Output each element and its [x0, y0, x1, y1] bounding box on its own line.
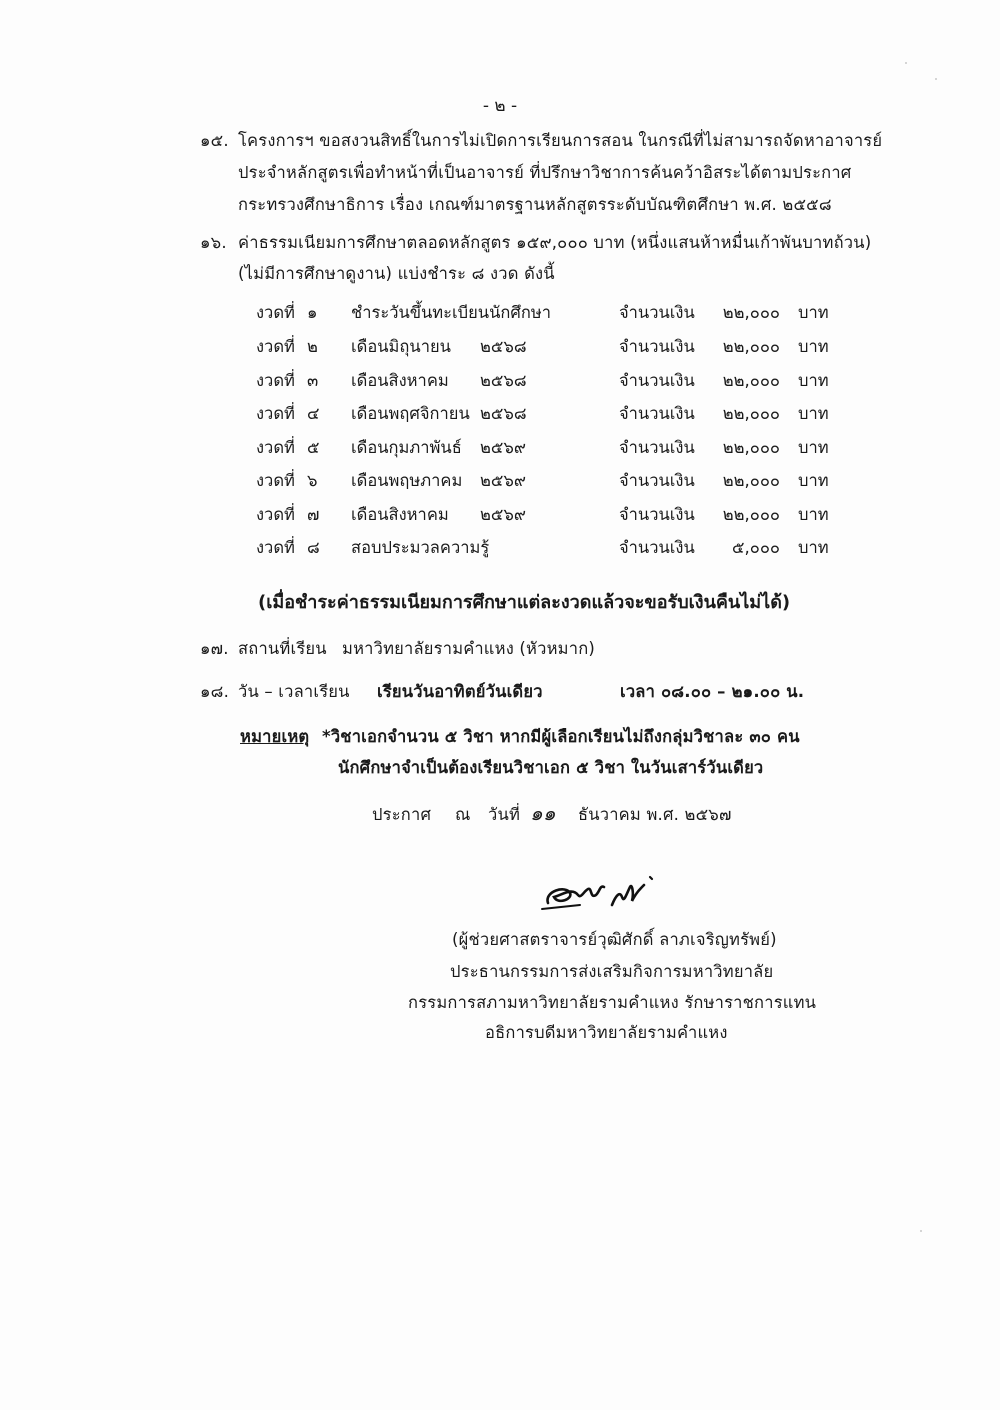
installment-row: [256, 500, 856, 530]
installment-year: ๒๕๖๙: [480, 505, 526, 524]
installment-row: [256, 433, 856, 463]
announce-prefix: ประกาศ: [372, 805, 432, 824]
signatory-name: (ผู้ช่วยศาสตราจารย์วุฒิศักดิ์ ลาภเจริญทรัพย์): [452, 930, 777, 949]
installment-desc: เดือนพฤษภาคม: [351, 471, 463, 490]
installment-label: งวดที่: [256, 538, 295, 557]
installment-row: [256, 399, 856, 429]
announce-month-year: ธันวาคม พ.ศ. ๒๕๖๗: [578, 805, 732, 824]
scan-speck: [905, 62, 907, 64]
installment-label: งวดที่: [256, 303, 295, 322]
remark-line-2: นักศึกษาจำเป็นต้องเรียนวิชาเอก ๕ วิชา ในวันเสาร์วันเดียว: [338, 758, 764, 777]
item-18-day: เรียนวันอาทิตย์วันเดียว: [377, 682, 543, 701]
installment-amount: ๒๒,๐๐๐: [722, 438, 780, 457]
installment-amount: ๒๒,๐๐๐: [722, 371, 780, 390]
installment-amount: ๒๒,๐๐๐: [722, 303, 780, 322]
installment-unit: บาท: [798, 438, 829, 457]
announce-day: ๑๑: [530, 801, 556, 825]
installment-row: [256, 332, 856, 362]
installment-unit: บาท: [798, 404, 829, 423]
installment-amount: ๒๒,๐๐๐: [722, 471, 780, 490]
installment-label: งวดที่: [256, 471, 295, 490]
item-16-line-1: ค่าธรรมเนียมการศึกษาตลอดหลักสูตร ๑๕๙,๐๐๐ บาท (หนึ่งแสนห้าหมื่นเก้าพันบาทถ้วน): [238, 233, 872, 252]
installment-amount-label: จำนวนเงิน: [619, 337, 695, 356]
installment-number: ๓: [307, 371, 319, 390]
installment-amount: ๒๒,๐๐๐: [722, 505, 780, 524]
installment-unit: บาท: [798, 337, 829, 356]
item-15-line-3: กระทรวงศึกษาธิการ เรื่อง เกณฑ์มาตรฐานหลักสูตรระดับบัณฑิตศึกษา พ.ศ. ๒๕๕๘: [238, 195, 832, 214]
installment-amount-label: จำนวนเงิน: [619, 505, 695, 524]
installment-year: ๒๕๖๙: [480, 438, 526, 457]
installment-year: ๒๕๖๙: [480, 471, 526, 490]
installment-year: ๒๕๖๘: [480, 371, 527, 390]
installment-amount: ๒๒,๐๐๐: [722, 404, 780, 423]
installment-unit: บาท: [798, 505, 829, 524]
refund-notice: (เมื่อชำระค่าธรรมเนียมการศึกษาแต่ละงวดแล้วจะขอรับเงินคืนไม่ได้): [258, 592, 791, 613]
announce-date-label: วันที่: [488, 805, 521, 824]
installment-desc: เดือนสิงหาคม: [351, 505, 449, 524]
installment-number: ๘: [307, 538, 320, 557]
installment-number: ๔: [307, 404, 320, 423]
installment-unit: บาท: [798, 538, 829, 557]
installment-row: [256, 298, 856, 328]
item-17-number: ๑๗.: [200, 639, 229, 658]
page-number: - ๒ -: [482, 96, 518, 116]
remark-line-1: *วิชาเอกจำนวน ๕ วิชา หากมีผู้เลือกเรียนไม่ถึงกลุ่มวิชาละ ๓๐ คน: [322, 727, 800, 746]
installment-unit: บาท: [798, 303, 829, 322]
installment-number: ๖: [307, 471, 318, 490]
installment-number: ๒: [307, 337, 318, 356]
remark-label: หมายเหตุ: [240, 727, 310, 746]
item-15-line-1: โครงการฯ ขอสงวนสิทธิ์ในการไม่เปิดการเรียนการสอน ในกรณีที่ไม่สามารถจัดหาอาจารย์: [238, 131, 883, 150]
installment-desc: เดือนสิงหาคม: [351, 371, 449, 390]
installment-label: งวดที่: [256, 404, 295, 423]
installment-amount-label: จำนวนเงิน: [619, 404, 695, 423]
installment-desc: เดือนพฤศจิกายน: [351, 404, 470, 423]
item-15-line-2: ประจำหลักสูตรเพื่อทำหน้าที่เป็นอาจารย์ ที่ปรึกษาวิชาการค้นคว้าอิสระได้ตามประกาศ: [238, 163, 852, 182]
item-16-number: ๑๖.: [200, 233, 227, 252]
installment-amount-label: จำนวนเงิน: [619, 538, 695, 557]
installment-unit: บาท: [798, 371, 829, 390]
item-17-label: สถานที่เรียน: [238, 639, 327, 658]
installment-label: งวดที่: [256, 505, 295, 524]
item-16-line-2: (ไม่มีการศึกษาดูงาน) แบ่งชำระ ๘ งวด ดังนี้: [238, 264, 555, 283]
signature-image: [540, 865, 660, 925]
installment-row: [256, 366, 856, 396]
installment-amount-label: จำนวนเงิน: [619, 303, 695, 322]
installment-desc: ชำระวันขึ้นทะเบียนนักศึกษา: [351, 303, 551, 322]
installment-label: งวดที่: [256, 438, 295, 457]
installment-desc: สอบประมวลความรู้: [351, 538, 490, 557]
installment-number: ๗: [307, 505, 320, 524]
item-17-value: มหาวิทยาลัยรามคำแหง (หัวหมาก): [342, 639, 596, 658]
scan-speck: [920, 1230, 922, 1232]
signatory-title-2: กรรมการสภามหาวิทยาลัยรามคำแหง รักษาราชการแทน: [408, 993, 817, 1012]
installment-year: ๒๕๖๘: [480, 337, 527, 356]
installment-label: งวดที่: [256, 337, 295, 356]
installment-amount: ๕,๐๐๐: [732, 538, 780, 557]
installment-unit: บาท: [798, 471, 829, 490]
installment-row: [256, 466, 856, 496]
item-18-number: ๑๘.: [200, 682, 230, 701]
signatory-title-1: ประธานกรรมการส่งเสริมกิจการมหาวิทยาลัย: [450, 962, 774, 981]
scan-speck: [935, 78, 937, 80]
installment-desc: เดือนมิถุนายน: [351, 337, 451, 356]
item-15-number: ๑๕.: [200, 131, 229, 150]
installment-amount: ๒๒,๐๐๐: [722, 337, 780, 356]
installment-number: ๑: [307, 303, 318, 322]
installment-desc: เดือนกุมภาพันธ์: [351, 438, 462, 457]
item-18-label: วัน – เวลาเรียน: [238, 682, 350, 701]
installment-year: ๒๕๖๘: [480, 404, 527, 423]
installment-amount-label: จำนวนเงิน: [619, 471, 695, 490]
signatory-title-3: อธิการบดีมหาวิทยาลัยรามคำแหง: [485, 1023, 728, 1042]
installment-label: งวดที่: [256, 371, 295, 390]
installment-row: [256, 533, 856, 563]
announce-at: ณ: [455, 805, 471, 824]
installment-amount-label: จำนวนเงิน: [619, 371, 695, 390]
installment-amount-label: จำนวนเงิน: [619, 438, 695, 457]
item-18-time: เวลา ๐๘.๐๐ – ๒๑.๐๐ น.: [620, 682, 805, 701]
installment-number: ๕: [307, 438, 320, 457]
